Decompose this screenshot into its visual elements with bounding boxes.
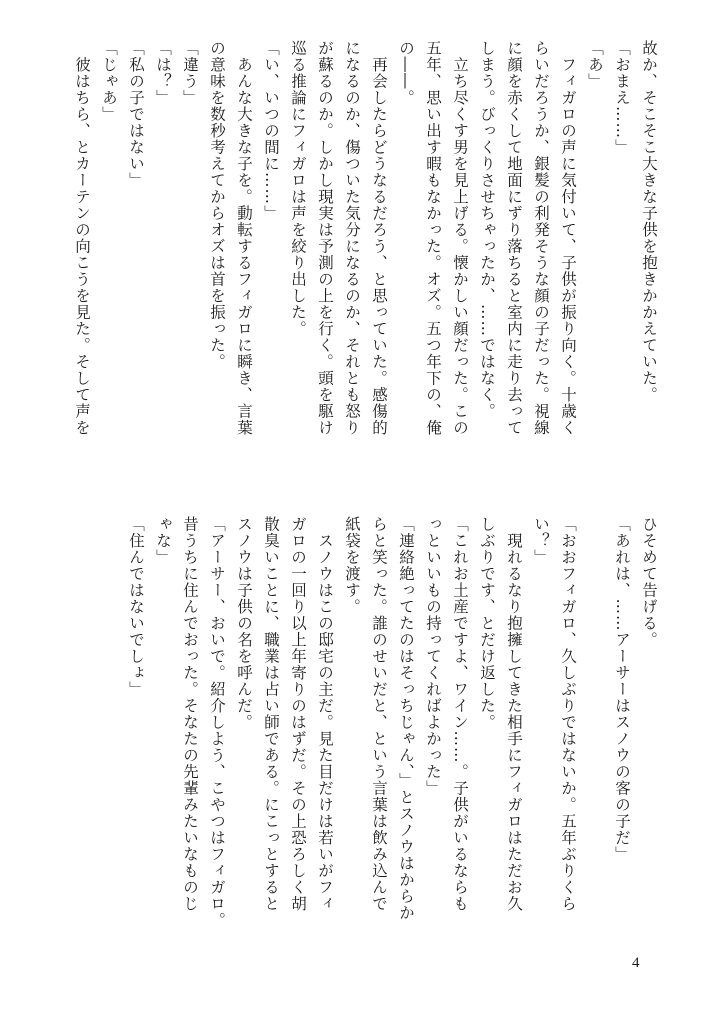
text-line: ゃな」 [154, 516, 172, 566]
text-block-lower [82, 516, 662, 956]
text-line: しぶりです、とだけ返した。 [478, 516, 496, 731]
text-line: 「アーサー、おいで。紹介しよう、こやつはフィガロ。 [208, 516, 226, 929]
text-line: 「は？」 [154, 40, 172, 106]
page-number: 4 [632, 955, 640, 971]
text-line: 「おおフィガロ、久しぶりではないか。五年ぶりくら [559, 516, 577, 912]
text-line: 「い、いつの間に……」 [262, 40, 280, 222]
text-line: 「あ」 [586, 40, 604, 90]
text-line: スノウは子供の名を呼んだ。 [235, 516, 253, 731]
text-line: 故か、そこそこ大きな子供を抱きかかえていた。 [640, 40, 658, 403]
text-line: フィガロの声に気付いて、子供が振り向く。十歳く [559, 40, 577, 436]
text-line: 「これお土産ですよ、ワイン……。子供がいるならも [451, 516, 469, 912]
text-line: が蘇るのか。しかし現実は予測の上を行く。頭を駆け [316, 40, 334, 436]
text-line: になるのか、傷ついた気分になるのか、それとも怒り [343, 40, 361, 436]
text-line: 「じゃあ」 [100, 40, 118, 123]
text-line: ひそめて告げる。 [640, 516, 658, 648]
text-line: あんな大きな子を。動転するフィガロに瞬き、言葉 [235, 40, 253, 436]
text-line: らと笑った。誰のせいだと、という言葉は飲み込んで [370, 516, 388, 912]
text-line: の――。 [397, 40, 415, 106]
text-line: い？」 [532, 516, 550, 566]
text-line: 巡る推論にフィガロは声を絞り出した。 [289, 40, 307, 337]
text-line: の意味を数秒考えてからオズは首を振った。 [208, 40, 226, 370]
text-block-upper [73, 40, 662, 480]
text-line: 「私の子ではない」 [127, 40, 145, 189]
text-line: 紙袋を渡す。 [343, 516, 361, 615]
text-line: 彼はちら、とカーテンの向こうを見た。そして声を [73, 40, 91, 436]
text-line: 「違う」 [181, 40, 199, 106]
text-line: 立ち尽くす男を見上げる。懐かしい顔だった。この [451, 40, 469, 436]
text-line [581, 516, 608, 956]
text-line: 再会したらどうなるだろう、と思っていた。感傷的 [370, 40, 388, 436]
text-line: 「あれは、……アーサーはスノウの客の子だ」 [613, 516, 631, 863]
text-line: っといいもの持ってくればよかった」 [424, 516, 442, 797]
text-line: スノウはこの邸宅の主だ。見た目だけは若いがフィ [316, 516, 334, 912]
text-line: 昔うちに住んでおった。そなたの先輩みたいなものじ [181, 516, 199, 912]
text-line: しまう。びっくりさせちゃったか、……ではなく。 [478, 40, 496, 420]
text-line: 現れるなり抱擁してきた相手にフィガロはただお久 [505, 516, 523, 912]
text-line: ガロの一回り以上年寄りのはずだ。その上恐ろしく胡 [289, 516, 307, 912]
text-line: 「住んではないでしょ」 [127, 516, 145, 698]
text-line: らいだろうか、銀髪の利発そうな顔の子だった。視線 [532, 40, 550, 436]
text-line: 五年、思い出す暇もなかった。オズ。五つ年下の、俺 [424, 40, 442, 436]
text-line: 「おまえ……」 [613, 40, 631, 156]
text-line: 「連絡絶ってたのはそっちじゃん、」とスノウはからか [397, 516, 415, 921]
text-line: に顔を赤くして地面にずり落ちると室内に走り去って [505, 40, 523, 436]
text-line: 散臭いことに、職業は占い師である。にこっとすると [262, 516, 280, 912]
